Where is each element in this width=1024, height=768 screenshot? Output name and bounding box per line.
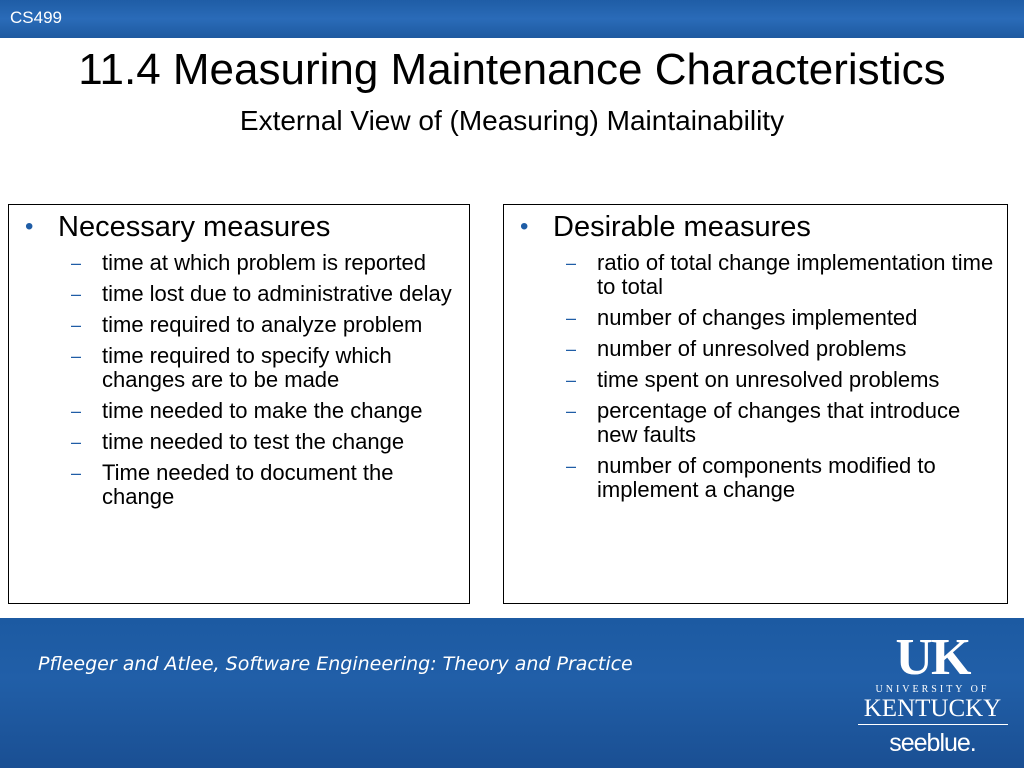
course-code: CS499 [10, 8, 62, 27]
list-item-text: percentage of changes that introduce new faults [597, 398, 961, 447]
dash-icon: – [566, 401, 577, 421]
list-item-text: time needed to test the change [102, 429, 405, 454]
dash-icon: – [71, 463, 82, 483]
university-of-text: UNIVERSITY OF [875, 684, 990, 695]
footer-banner [0, 618, 1024, 768]
dash-icon: – [71, 401, 82, 421]
heading-text: Necessary measures [58, 211, 331, 243]
list-item-text: Time needed to document the change [102, 460, 394, 509]
list-item [9, 430, 469, 454]
list-item [504, 337, 1007, 361]
bullet-icon: • [520, 213, 529, 240]
top-banner [0, 0, 1024, 38]
logo-divider [858, 724, 1008, 725]
kentucky-text: KENTUCKY [863, 695, 1002, 722]
heading-text: Desirable measures [553, 211, 811, 243]
credit-text: Pfleeger and Atlee, Software Engineering: Theory and Practice [38, 653, 633, 675]
dash-icon: – [566, 308, 577, 328]
list-item [9, 399, 469, 423]
slide-title: 11.4 Measuring Maintenance Characteristics [78, 45, 946, 94]
list-item-text: number of components modified to implement a change [597, 453, 936, 502]
list-item [9, 461, 469, 509]
dash-icon: – [566, 339, 577, 359]
necessary-measures-panel [8, 204, 470, 604]
measure-list [9, 251, 469, 509]
list-item [504, 454, 1007, 502]
dash-icon: – [71, 346, 82, 366]
list-item [9, 313, 469, 337]
dash-icon: – [71, 253, 82, 273]
list-item-text: time spent on unresolved problems [597, 367, 940, 392]
panel-heading [504, 209, 1007, 245]
list-item [504, 368, 1007, 392]
dash-icon: – [71, 432, 82, 452]
list-item [504, 251, 1007, 299]
dash-icon: – [566, 253, 577, 273]
uk-wordmark: UK [895, 629, 970, 686]
list-item [9, 282, 469, 306]
measure-list [504, 251, 1007, 502]
list-item [9, 344, 469, 392]
list-item-text: ratio of total change implementation time to total [597, 250, 994, 299]
list-item-text: time required to analyze problem [102, 312, 423, 337]
list-item [9, 251, 469, 275]
university-logo [850, 629, 1015, 758]
list-item-text: time at which problem is reported [102, 250, 427, 275]
desirable-measures-panel [503, 204, 1008, 604]
list-item-text: number of unresolved problems [597, 336, 907, 361]
dash-icon: – [71, 284, 82, 304]
dash-icon: – [71, 315, 82, 335]
slide-subtitle: External View of (Measuring) Maintainability [239, 105, 785, 136]
list-item [504, 306, 1007, 330]
list-item-text: number of changes implemented [597, 305, 918, 330]
dash-icon: – [566, 370, 577, 390]
list-item [504, 399, 1007, 447]
list-item-text: time needed to make the change [102, 398, 423, 423]
list-item-text: time lost due to administrative delay [102, 281, 452, 306]
dash-icon: – [566, 456, 577, 476]
panel-heading [9, 209, 469, 245]
bullet-icon: • [25, 213, 34, 240]
seeblue-tagline: seeblue. [889, 729, 976, 757]
list-item-text: time required to specify which changes are to be made [102, 343, 392, 392]
